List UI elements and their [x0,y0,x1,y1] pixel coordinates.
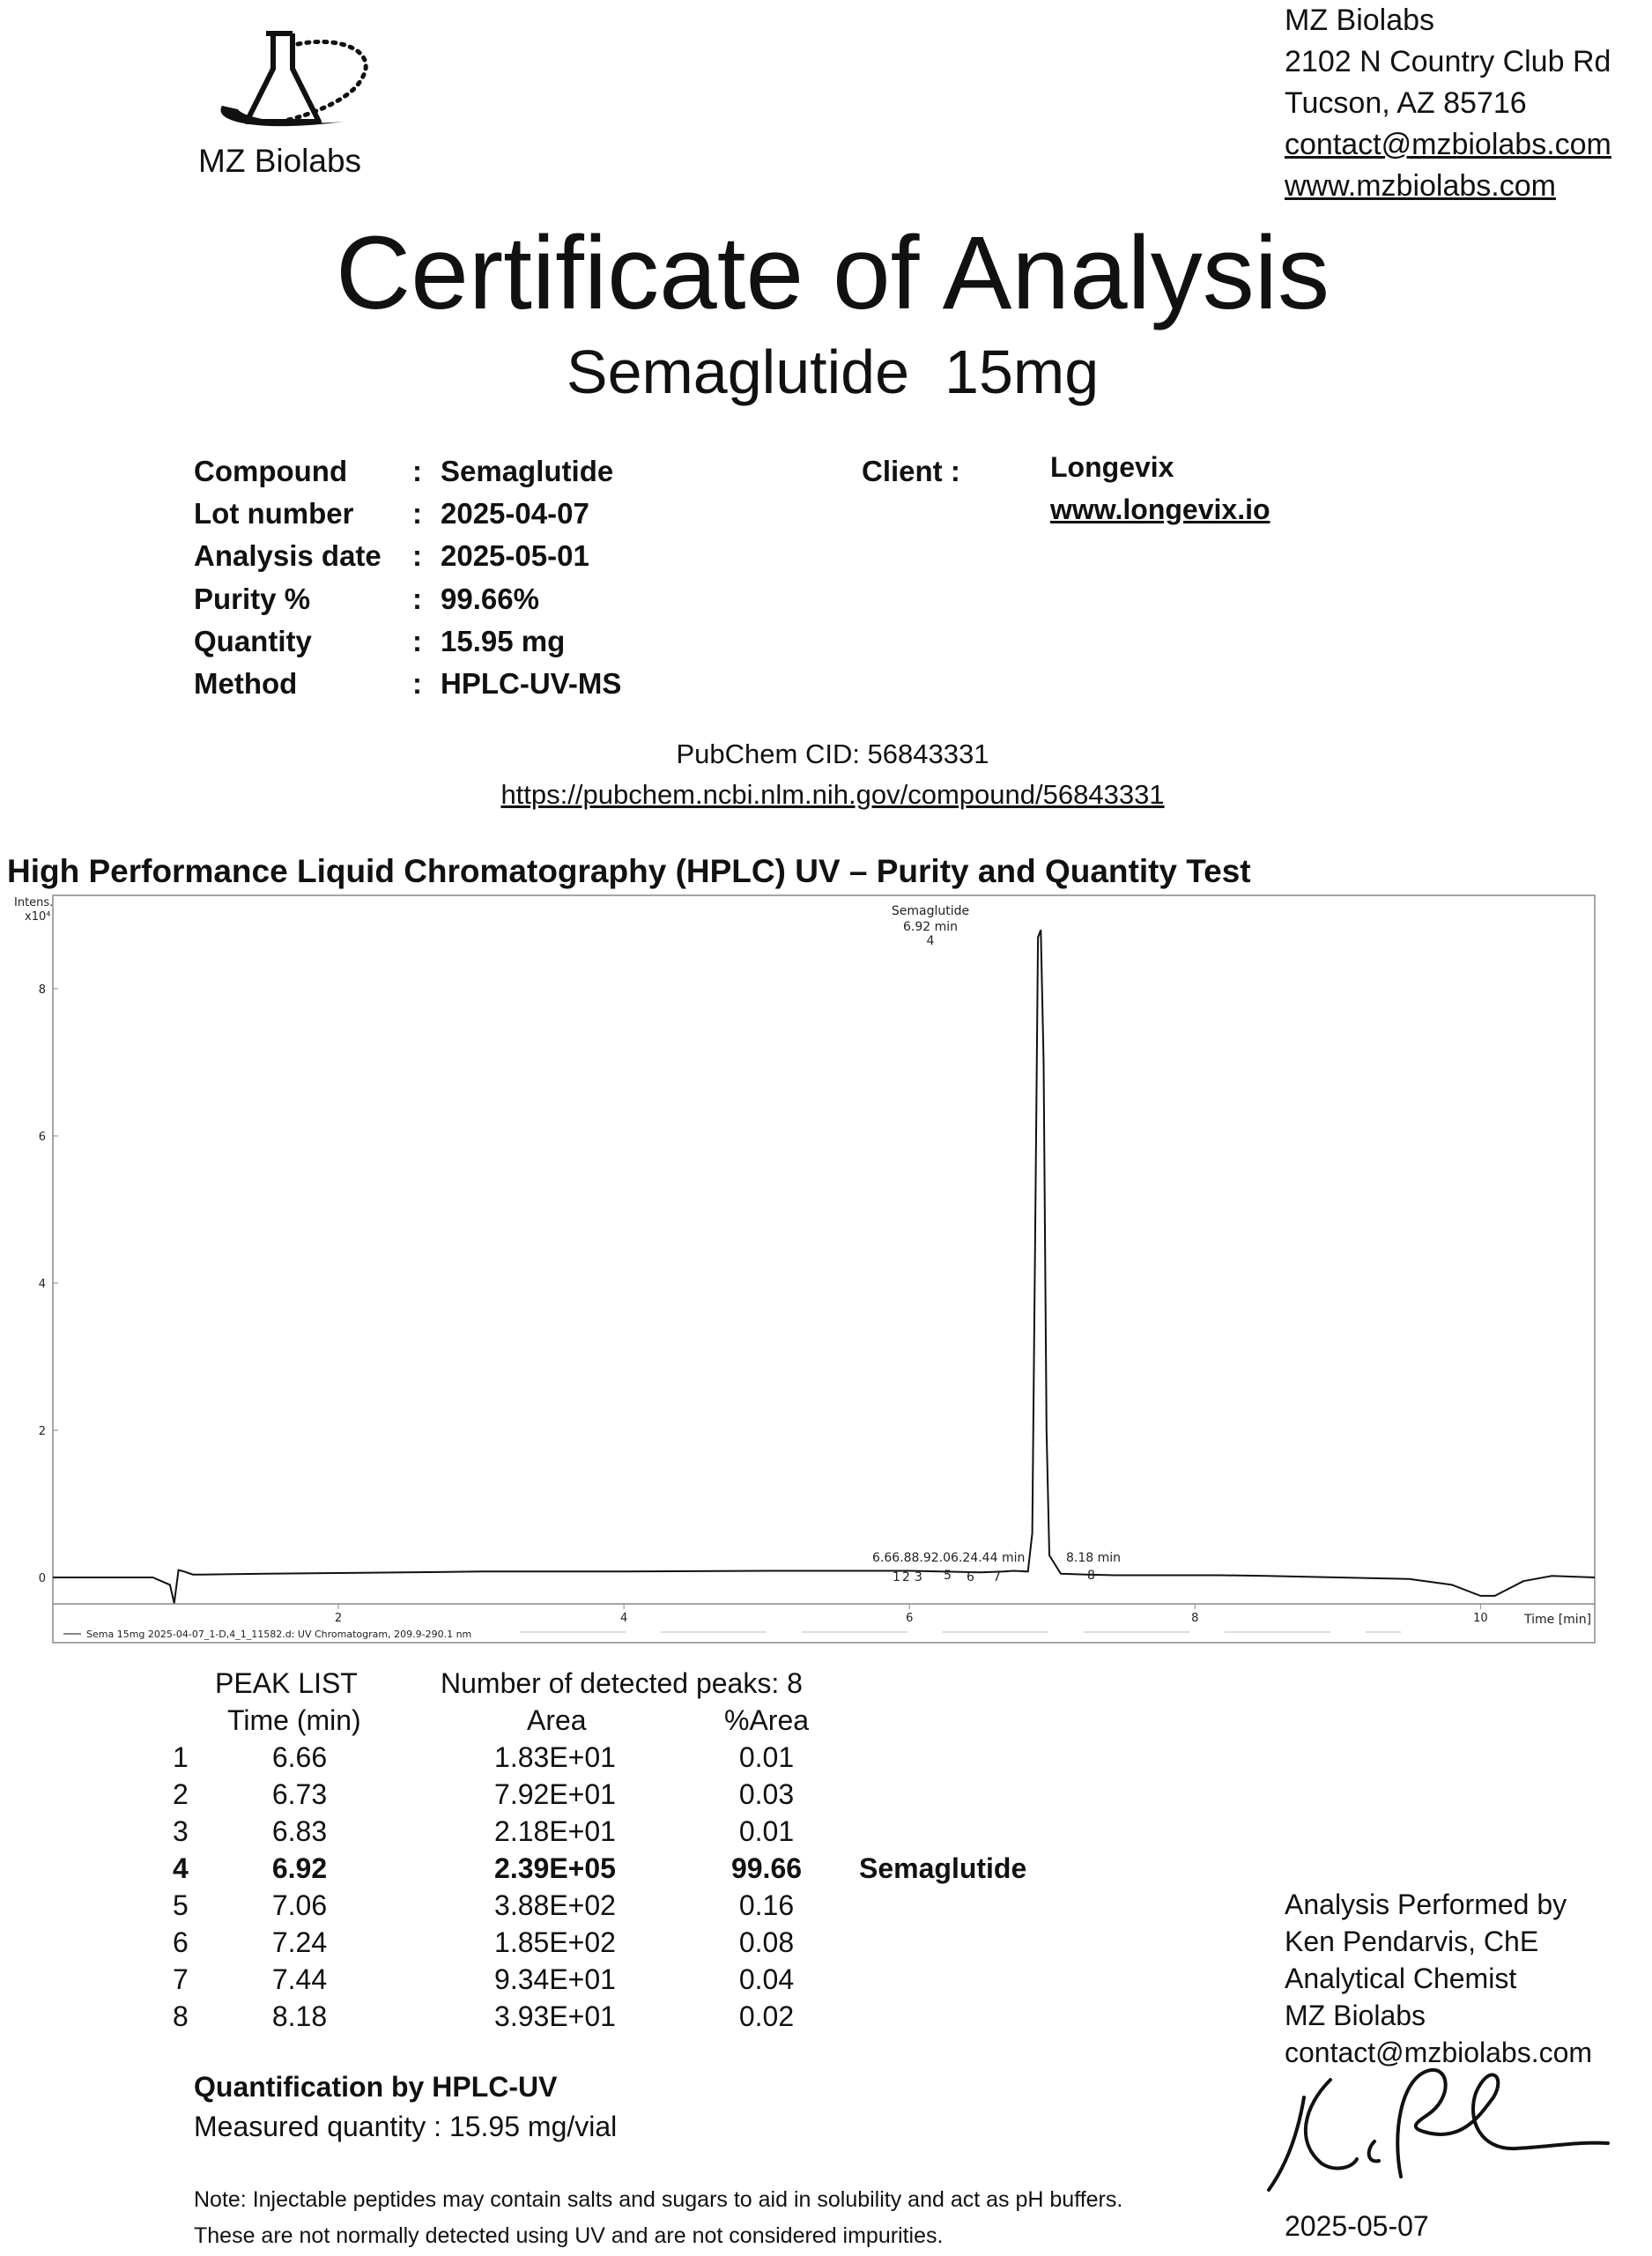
pubchem-cid: PubChem CID: 56843331 [676,738,989,769]
peak-pct-area: 0.08 [738,1926,795,1958]
x-tick-label: 6 [906,1612,914,1625]
info-colon: : [412,455,422,487]
peak-area: 7.92E+01 [494,1778,616,1810]
peak-number: 8 [173,2000,189,2032]
info-value-purity: 99.66% [441,583,539,615]
cluster-peak-5: 5 [944,1569,952,1583]
cluster-peak-2: 2 [902,1570,910,1584]
peak-area: 1.83E+01 [494,1741,616,1773]
peak-time: 6.83 [271,1815,328,1847]
info-colon: : [412,667,422,700]
pubchem-url-wrap [0,779,1652,811]
peak-pct-area: 0.01 [738,1815,795,1847]
company-website-link[interactable]: www.mzbiolabs.com [1285,169,1556,203]
peak-area: 2.18E+01 [494,1815,616,1847]
cluster-peak-7: 7 [993,1570,1001,1584]
peak-number: 5 [173,1889,189,1921]
address-line-3: Tucson, AZ 85716 [1285,86,1527,120]
peak-pct-area: 0.04 [738,1963,795,1995]
peak-annotation-name: Semaglutide [891,904,970,918]
peak-area: 3.88E+02 [494,1889,616,1921]
quantification-title: Quantification by HPLC-UV [194,2071,558,2103]
minor-peak-annotation: 8.18 min [1066,1551,1122,1565]
peak-pct-area: 99.66 [730,1852,803,1884]
peak-name: Semaglutide [859,1852,1027,1884]
chromatogram-trace [53,930,1595,1603]
chart-legend: Sema 15mg 2025-04-07_1-D,4_1_11582.d: UV Chromatogram, 209.9-290.1 nm [86,1629,472,1640]
handwritten-signature-icon [1251,2044,1621,2203]
analyst-email: contact@mzbiolabs.com [1285,2037,1593,2068]
peak-time: 7.24 [271,1926,328,1958]
x-tick-label: 10 [1473,1612,1488,1625]
analysis-performed-by [1285,1886,1592,2071]
info-label-lot: Lot number [194,497,354,530]
info-value-compound: Semaglutide [441,455,614,487]
y-axis-unit: x10⁴ [25,910,51,924]
signature-date: 2025-05-07 [1285,2210,1429,2242]
note-line-2: These are not normally detected using UV and are not considered impurities. [194,2223,944,2248]
y-tick-label: 8 [38,983,46,997]
client-website-link[interactable]: www.longevix.io [1050,494,1270,525]
cluster-peak-3: 3 [915,1570,922,1584]
performed-line-1: Analysis Performed by [1285,1889,1567,1920]
table-row [0,1778,1145,1815]
page-title: Certificate of Analysis [335,215,1330,331]
peak-pct-area: 0.16 [738,1889,795,1921]
minor-peak-number: 8 [1087,1569,1095,1583]
peak-area: 3.93E+01 [494,2000,616,2032]
peak-number: 4 [173,1852,189,1884]
peak-time: 7.06 [271,1889,328,1921]
company-address [1285,0,1611,207]
peak-time: 6.92 [271,1852,328,1884]
table-row [0,1852,1145,1889]
peak-pct-area: 0.01 [738,1741,795,1773]
peak-annotation-number: 4 [926,934,935,948]
client-label: Client : [862,455,960,487]
note-line-1: Note: Injectable peptides may contain salts and sugars to aid in solubility and act as pH buffers. [194,2187,1123,2212]
table-row [0,1926,1145,1963]
peak-time: 7.44 [271,1963,328,1995]
company-email-link[interactable]: contact@mzbiolabs.com [1285,128,1611,161]
table-row [0,1889,1145,1926]
y-axis-label: Intens. [14,896,54,909]
peak-number: 1 [173,1741,189,1773]
y-tick-label: 2 [38,1425,46,1438]
y-ticks [39,983,58,1585]
cluster-annotation: 6.66.88.92.06.24.44 min [872,1551,1026,1565]
page-subtitle [0,337,1652,407]
cluster-peak-6: 6 [967,1570,974,1584]
peak-time: 6.73 [271,1778,328,1810]
table-row [0,2000,1145,2037]
analyst-company: MZ Biolabs [1285,2000,1426,2031]
table-row [0,1741,1145,1778]
peak-number: 6 [173,1926,189,1958]
x-ticks [335,1604,1488,1625]
info-label-quantity: Quantity [194,625,312,657]
pubchem-link[interactable]: https://pubchem.ncbi.nlm.nih.gov/compound/56843331 [500,779,1165,810]
plot-frame [53,895,1595,1643]
y-tick-label: 4 [38,1278,46,1291]
peak-area: 9.34E+01 [494,1963,616,1995]
info-colon: : [412,539,422,572]
x-tick-label: 4 [620,1612,628,1625]
info-label-analysis-date: Analysis date [194,539,382,572]
peak-number: 2 [173,1778,189,1810]
peak-number: 7 [173,1963,189,1995]
address-line-2: 2102 N Country Club Rd [1285,45,1611,78]
mz-biolabs-logo-icon [211,18,388,141]
analyst-name: Ken Pendarvis, ChE [1285,1926,1539,1957]
info-value-quantity: 15.95 mg [441,625,566,657]
x-tick-label: 8 [1191,1612,1199,1625]
subtitle-amount: 15mg [945,338,1100,406]
y-tick-label: 6 [38,1131,46,1144]
peak-time: 8.18 [271,2000,328,2032]
measured-quantity: Measured quantity : 15.95 mg/vial [194,2111,618,2142]
client-name: Longevix [1050,451,1174,483]
peak-area: 2.39E+05 [494,1852,616,1884]
hplc-heading: High Performance Liquid Chromatography (HPLC) UV – Purity and Quantity Test [7,853,1251,889]
peak-time: 6.66 [271,1741,328,1773]
logo-name: MZ Biolabs [198,143,362,179]
address-line-1: MZ Biolabs [1285,4,1435,37]
info-label-compound: Compound [194,455,348,487]
y-tick-label: 0 [38,1572,46,1585]
table-row [0,1815,1145,1852]
info-value-method: HPLC-UV-MS [441,667,622,700]
analyst-title: Analytical Chemist [1285,1963,1517,1994]
peak-area: 1.85E+02 [494,1926,616,1958]
info-value-lot: 2025-04-07 [441,497,589,530]
peak-pct-area: 0.02 [738,2000,795,2032]
subtitle-compound: Semaglutide [566,338,910,406]
x-tick-label: 2 [334,1612,343,1625]
info-label-purity: Purity % [194,583,311,615]
peak-number: 3 [173,1815,189,1847]
info-value-analysis-date: 2025-05-01 [441,539,589,572]
peak-annotation-time: 6.92 min [902,920,959,934]
table-row [0,1963,1145,2000]
cluster-peak-1: 1 [893,1570,900,1584]
info-colon: : [412,583,422,615]
col-header-pct-area: %Area [724,1704,810,1736]
info-label-method: Method [194,667,298,700]
hplc-chromatogram-chart [0,890,1652,1648]
col-header-area: Area [527,1704,587,1736]
col-header-time: Time (min) [227,1704,361,1736]
peak-pct-area: 0.03 [738,1778,795,1810]
info-colon: : [412,625,422,657]
peak-list-title: PEAK LIST [215,1667,358,1699]
x-axis-label: Time [min] [1524,1613,1592,1627]
peak-count: Number of detected peaks: 8 [441,1667,803,1699]
info-colon: : [412,497,422,530]
